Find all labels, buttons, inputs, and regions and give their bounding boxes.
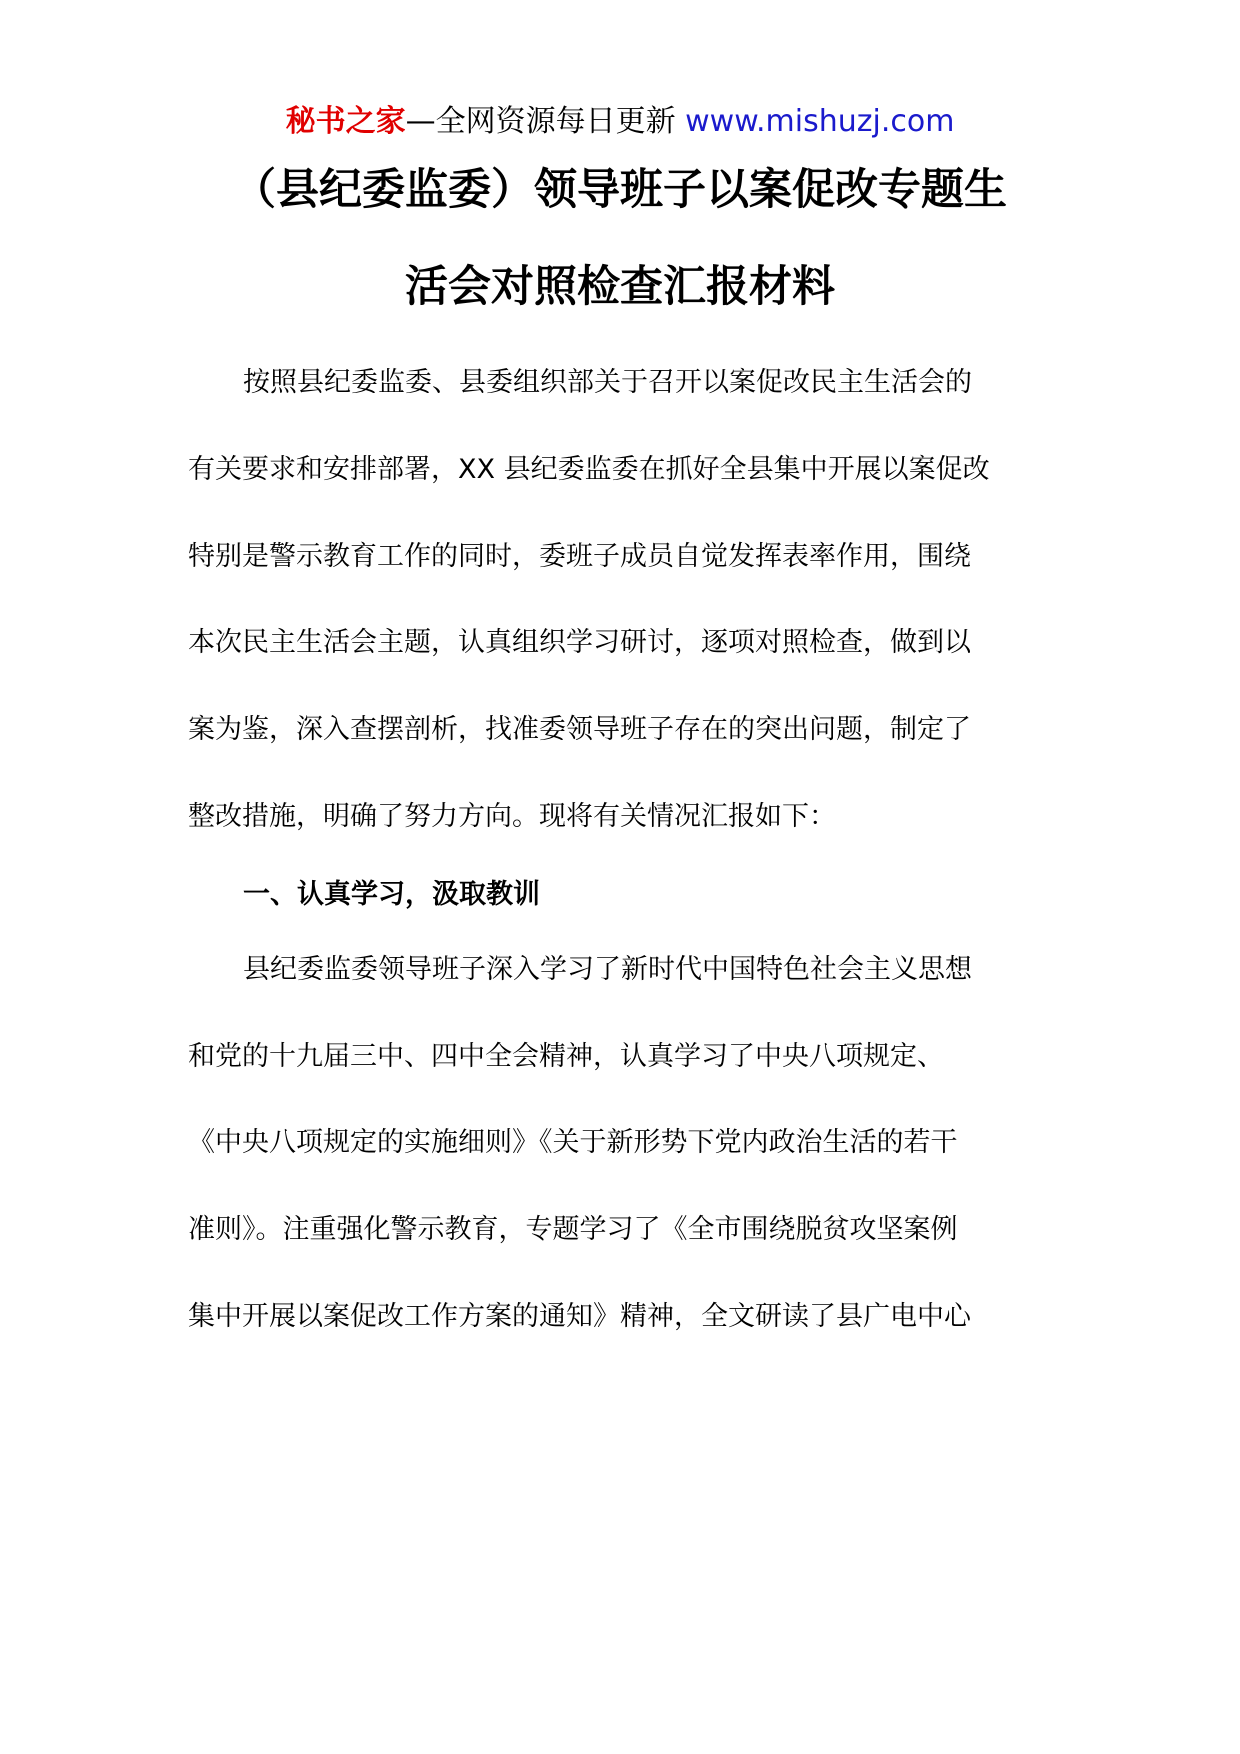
paragraph-line: 准则》。注重强化警示教育，专题学习了《全市围绕脱贫攻坚案例 xyxy=(188,1214,958,1245)
paragraph-line: 案为鉴，深入查摆剖析，找准委领导班子存在的突出问题，制定了 xyxy=(188,714,971,745)
paragraph-line: 和党的十九届三中、四中全会精神，认真学习了中央八项规定、 xyxy=(188,1041,944,1072)
paragraph-line: 集中开展以案促改工作方案的通知》精神，全文研读了县广电中心 xyxy=(188,1301,971,1332)
paragraph-line: 整改措施，明确了努力方向。现将有关情况汇报如下： xyxy=(188,801,836,832)
paragraph-line: 按照县纪委监委、县委组织部关于召开以案促改民主生活会的 xyxy=(243,367,972,398)
document-title-line-2: 活会对照检查汇报材料 xyxy=(405,262,835,312)
paragraph-line: 县纪委监委领导班子深入学习了新时代中国特色社会主义思想 xyxy=(243,954,972,985)
brand-name: 秘书之家 xyxy=(285,104,406,139)
paragraph-line: 《中央八项规定的实施细则》《关于新形势下党内政治生活的若干 xyxy=(188,1127,958,1158)
section-heading: 一、认真学习，汲取教训 xyxy=(243,879,540,910)
header-tagline: —全网资源每日更新 xyxy=(405,104,686,139)
document-title-line-1: （县纪委监委）领导班子以案促改专题生 xyxy=(233,165,1007,215)
paragraph-line: 本次民主生活会主题，认真组织学习研讨，逐项对照检查，做到以 xyxy=(188,627,971,658)
paragraph-line: 特别是警示教育工作的同时，委班子成员自觉发挥表率作用，围绕 xyxy=(188,541,971,572)
site-url-link[interactable]: www.mishuzj.com xyxy=(685,104,955,139)
paragraph-line: 有关要求和安排部署，XX 县纪委监委在抓好全县集中开展以案促改 xyxy=(188,454,990,485)
site-header xyxy=(0,100,1240,144)
